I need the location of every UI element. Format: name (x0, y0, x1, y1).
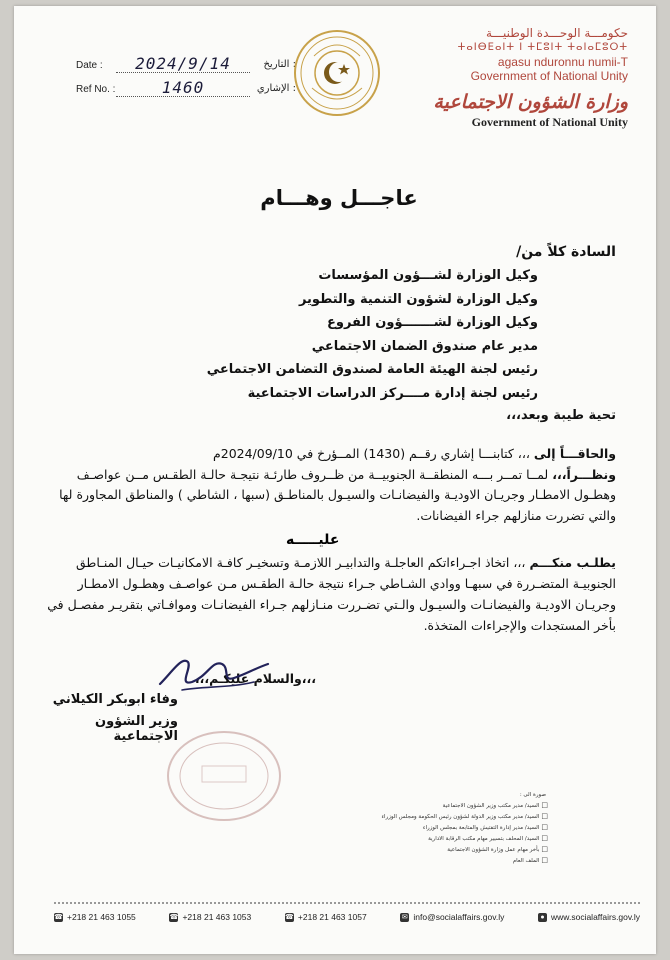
date-ref-block (76, 54, 296, 102)
recipient-item: وكيل الوزارة لشؤون التنمية والتطوير (298, 291, 538, 307)
recipient-list (38, 268, 538, 409)
cc-item: □ السيد/ مدير مكتب وزير الدولة لشؤون رئيس الحكومة ومجلس الوزراء (368, 812, 548, 823)
recipient-item: رئيس لجنة الهيئة العامة لصندوق التضامن الاجتماعي (206, 362, 538, 377)
cc-item: □ السيد/ المحلف بتسيير مهام مكتب الرقابة الادارية (368, 834, 548, 845)
recipient-item: رئيس لجنة إدارة مــــركز الدراسات الاجتماعية (247, 385, 538, 401)
date-value: 2024/9/14 (116, 54, 250, 73)
gov-name-english: Government of National Unity (470, 69, 628, 83)
p2-lead: يطلـب منكـــم (529, 555, 616, 570)
p1-text-1: ،،، كتابنـــا إشاري رقــم (1430) المــؤرخ في 2024/09/10م (213, 446, 530, 461)
greeting: تحية طيبة وبعد،،، (506, 408, 616, 423)
cc-list (368, 790, 548, 867)
gov-name-tifinagh: ⵜⴰⵏⴱⴹⴰⵏⵜ ⵏ ⵜⵎⵓⵏⵜ ⵜⴰⵏⴰⵎⵓⵔⵜ (457, 42, 628, 53)
recipient-item: وكيل الوزارة لشـــؤون المؤسسات (318, 268, 538, 283)
phone-icon: ☎ (54, 913, 63, 921)
footer-phone-1-text: +218 21 463 1055 (67, 912, 136, 922)
p1-lead-2: ونظـــراً،،، (552, 466, 616, 482)
ref-label-en: Ref No. : (76, 84, 116, 95)
date-label-en: Date : (76, 60, 103, 71)
date-label-ar: التاريخ : (263, 59, 296, 70)
p2-text: ،،، اتخاذ اجـراءاتكم العاجلـة والتدابيـر اللازمـة وتسخيـر كافـة الامكانيـات حيـال المنـاطق الجنوبيـة المتضـررة في سبهـا ووادي الشـاطي جـراء نتيجة حالـة الطقـس مـن عواصـف وهطـول الامطـار وجريـان الاوديـة والفيضانـات والسيـول والـتي تضـررت منـازلهم جـراء الفيضانـات وموافـاتي بتقريـر مفصـل في بأخر المستجدات والإجراءات المتخذة. (47, 555, 616, 633)
signer-block (28, 692, 178, 744)
footer-website-text: www.socialaffairs.gov.ly (551, 912, 640, 922)
footer-website (538, 912, 640, 922)
cc-item: □ السيد/ مدير مكتب وزير الشؤون الاجتماعية (368, 801, 548, 812)
date-row (76, 54, 296, 78)
footer-phone-3-text: +218 21 463 1057 (297, 912, 367, 922)
footer-contacts (54, 902, 640, 922)
email-icon: ✉ (401, 913, 408, 921)
paragraph-reference (46, 444, 616, 526)
gov-name-amazigh: agasu nduronnu numii-T (497, 55, 628, 69)
addressee: السادة كلاً من/ (516, 244, 616, 260)
footer-phone-2 (169, 912, 251, 922)
ministry-name-english: Government of National Unity (471, 115, 628, 129)
p1-text-2: لمــا تمــر بـــه المنطقــة الجنوبيــة من ظــروف طارئـة نتيجـة حالـة الطقـس مــن عواصـف وهطـول الامطـار وجريـان الاوديـة والفيضانـات والسيـول بالمناطـق (سبها ، الشاطي ) والمناطق المجاورة لها والتي تضررت منازلهم جراء الفيضانات. (59, 466, 616, 523)
closing: ،،،والسلام عليكـم،،، (194, 671, 316, 686)
phone-icon: ☎ (169, 913, 179, 921)
therefore-word: عليـــــه (286, 532, 340, 548)
recipient-item: وكيل الوزارة لشـــــــؤون الفروع (327, 315, 538, 330)
signer-title: وزير الشؤون الاجتماعية (95, 714, 178, 744)
ref-value: 1460 (116, 78, 250, 97)
gov-name-arabic: حكومـــة الوحـــدة الوطنيـــة (486, 26, 628, 40)
cc-item: □ بأخر مهام عمل وزارة الشؤون الاجتماعية (368, 845, 548, 856)
cc-heading: صورة الى : (519, 792, 546, 798)
footer-phone-2-text: +218 21 463 1053 (182, 912, 252, 922)
cc-item: □ الملف العام (368, 856, 548, 867)
state-emblem-icon (292, 28, 382, 118)
footer-email (400, 912, 504, 922)
recipient-item: مدير عام صندوق الضمان الاجتماعي (311, 338, 538, 354)
ministry-stamp-icon (164, 726, 284, 826)
cc-item: □ السيد/ مدير إدارة التفتيش والمتابعة بمجلس الوزراء (368, 823, 548, 834)
footer-email-text: info@socialaffairs.gov.ly (413, 912, 505, 922)
phone-icon: ☎ (285, 913, 294, 921)
globe-icon: ● (538, 913, 547, 922)
signer-name: وفاء ابوبكر الكيلاني (52, 692, 178, 707)
p1-lead-1: والحاقـــاً إلى (533, 446, 616, 461)
ref-label-ar: الإشاري : (256, 83, 296, 94)
government-header (428, 26, 628, 130)
footer-phone-3 (285, 912, 367, 922)
footer-phone-1 (54, 912, 136, 922)
paragraph-request (46, 552, 616, 636)
letter-page (14, 6, 656, 954)
urgent-heading: عاجـــل وهـــام (260, 186, 418, 210)
ref-row (76, 78, 296, 102)
ministry-name-arabic: وزارة الشؤون الاجتماعية (433, 91, 628, 113)
